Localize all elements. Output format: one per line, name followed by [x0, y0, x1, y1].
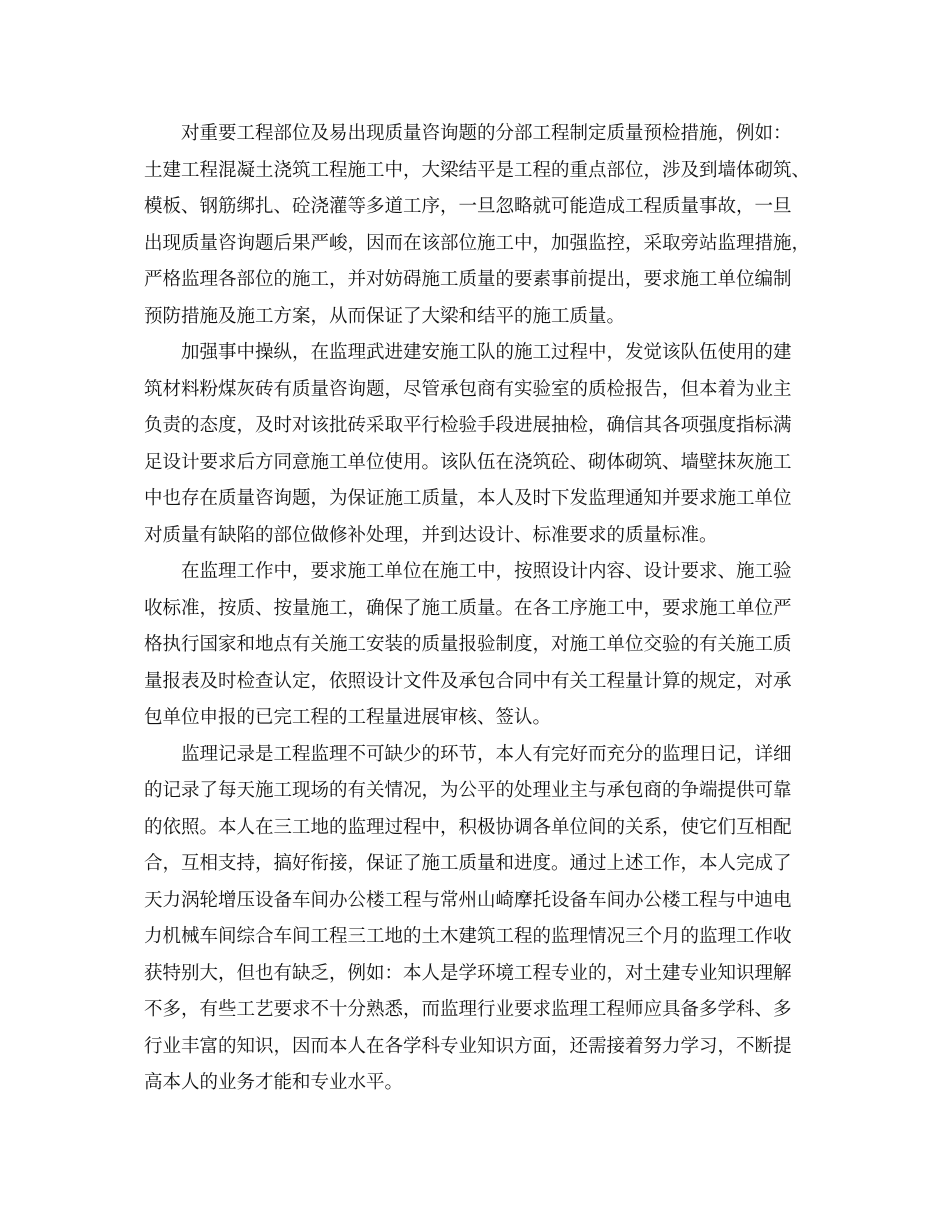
- text-line: 中也存在质量咨询题，为保证施工质量，本人及时下发监理通知并要求施工单位: [144, 488, 792, 509]
- text-line: 加强事中操纵，在监理武进建安施工队的施工过程中，发觉该队伍使用的建: [181, 342, 792, 363]
- text-line: 土建工程混凝土浇筑工程施工中，大梁结平是工程的重点部位，涉及到墙体砌筑、: [144, 159, 811, 181]
- text-line: 的依照。本人在三工地的监理过程中，积极协调各单位间的关系，使它们互相配: [144, 816, 792, 838]
- text-line: 包单位申报的已完工程的工程量进展审核、签认。: [144, 707, 552, 728]
- text-line: 力机械车间综合车间工程三工地的土木建筑工程的监理情况三个月的监理工作收: [144, 926, 792, 947]
- text-line: 获特别大，但也有缺乏，例如：本人是学环境工程专业的，对土建专业知识理解: [144, 962, 792, 984]
- text-line: 行业丰富的知识，因而本人在各学科专业知识方面，还需接着努力学习，不断提: [144, 1035, 792, 1057]
- text-line: 格执行国家和地点有关施工安装的质量报验制度，对施工单位交验的有关施工质: [144, 634, 792, 655]
- text-line: 在监理工作中，要求施工单位在施工中，按照设计内容、设计要求、施工验: [181, 561, 792, 582]
- text-line: 天力涡轮增压设备车间办公楼工程与常州山崎摩托设备车间办公楼工程与中迪电: [144, 889, 792, 911]
- text-line: 负责的态度，及时对该批砖采取平行检验手段进展抽检，确信其各项强度指标满: [144, 415, 792, 436]
- text-line: 合，互相支持，搞好衔接，保证了施工质量和进度。通过上述工作，本人完成了: [144, 853, 792, 874]
- text-line: 足设计要求后方同意施工单位使用。该队伍在浇筑砼、砌体砌筑、墙壁抹灰施工: [144, 451, 792, 473]
- text-line: 出现质量咨询题后果严峻，因而在该部位施工中，加强监控，采取旁站监理措施，: [144, 232, 811, 254]
- paragraph-3: [144, 554, 820, 737]
- text-line: 不多，有些工艺要求不十分熟悉，而监理行业要求监理工程师应具备多学科、多: [144, 999, 792, 1020]
- paragraph-2: [144, 335, 820, 554]
- text-line: 的记录了每天施工现场的有关情况，为公平的处理业主与承包商的争端提供可靠: [144, 780, 792, 801]
- document-body: [144, 116, 820, 1102]
- text-line: 模板、钢筋绑扎、砼浇灌等多道工序，一旦忽略就可能造成工程质量事故，一旦: [144, 196, 792, 217]
- text-line: 对重要工程部位及易出现质量咨询题的分部工程制定质量预检措施，例如：: [181, 123, 792, 144]
- text-line: 筑材料粉煤灰砖有质量咨询题，尽管承包商有实验室的质检报告，但本着为业主: [144, 378, 792, 400]
- text-line: 对质量有缺陷的部位做修补处理，并到达设计、标准要求的质量标准。: [144, 524, 718, 546]
- text-line: 量报表及时检查认定，依照设计文件及承包合同中有关工程量计算的规定，对承: [144, 670, 792, 692]
- text-line: 收标准，按质、按量施工，确保了施工质量。在各工序施工中，要求施工单位严: [144, 597, 792, 619]
- paragraph-1: [144, 116, 820, 335]
- text-line: 监理记录是工程监理不可缺少的环节，本人有完好而充分的监理日记，详细: [181, 743, 792, 765]
- text-line: 预防措施及施工方案，从而保证了大梁和结平的施工质量。: [144, 305, 626, 327]
- text-line: 高本人的业务才能和专业水平。: [144, 1072, 404, 1093]
- paragraph-4: [144, 737, 820, 1102]
- text-line: 严格监理各部位的施工，并对妨碍施工质量的要素事前提出，要求施工单位编制: [144, 269, 792, 290]
